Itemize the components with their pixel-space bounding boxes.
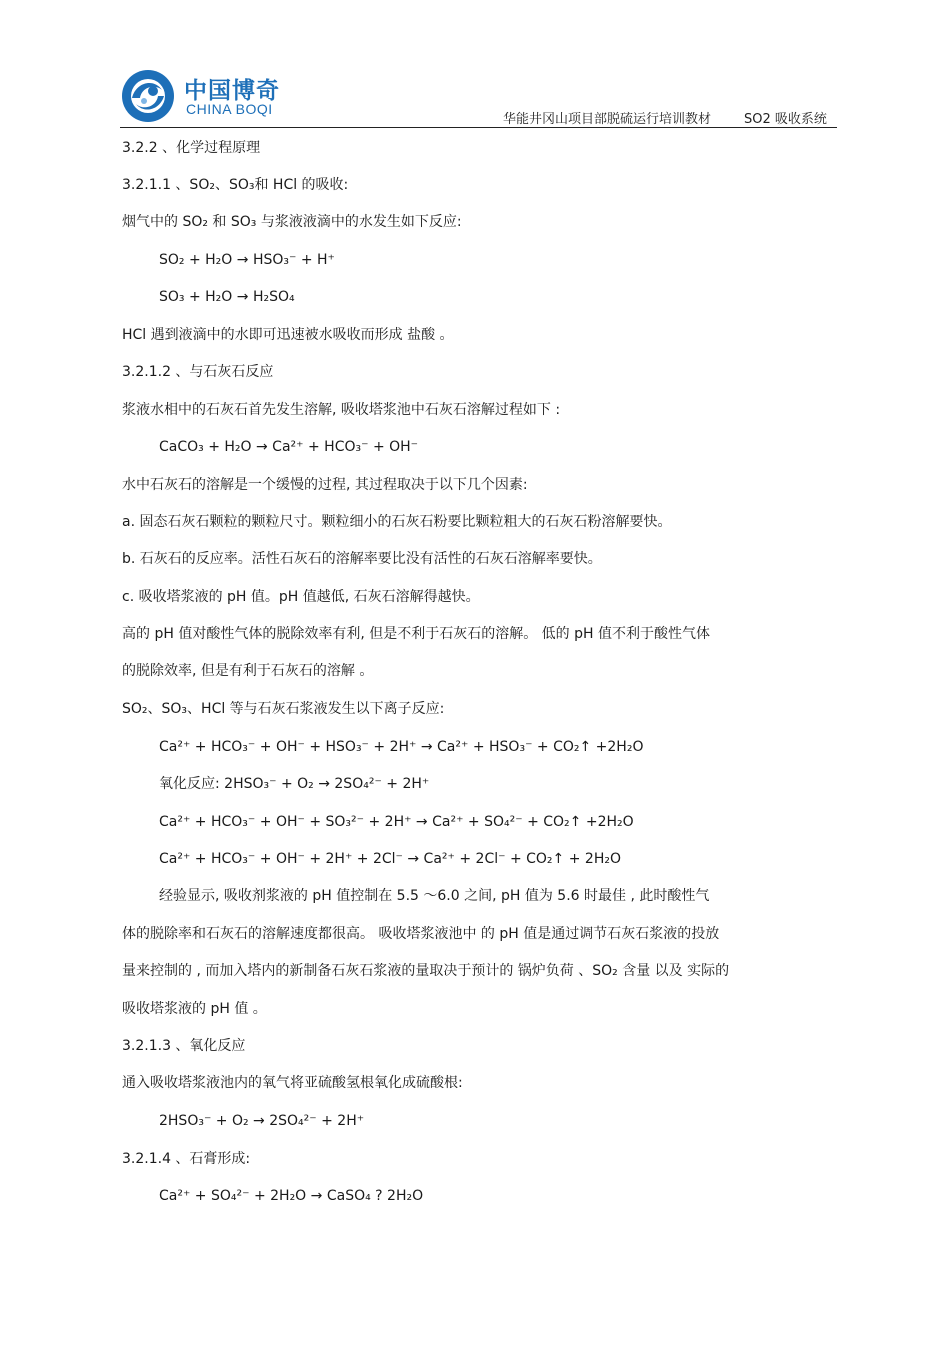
paragraph-text: 的脱除效率, 但是有利于石灰石的溶解 。	[122, 663, 374, 679]
logo-english-name: CHINA BOQI	[186, 101, 273, 117]
heading-3-2-1-2: 3.2.1.2 、与石灰石反应	[122, 364, 274, 380]
paragraph-text: 经验显示, 吸收剂浆液的 pH 值控制在 5.5 ～6.0 之间, pH 值为 5.6 时最佳 , 此时酸性气	[159, 888, 710, 904]
heading-3-2-2: 3.2.2 、化学过程原理	[122, 140, 261, 156]
paragraph-text: 体的脱除率和石灰石的溶解速度都很高。 吸收塔浆液池中 的 pH 值是通过调节石灰石浆液的投放	[122, 926, 720, 942]
paragraph-text: 吸收塔浆液的 pH 值 。	[122, 1001, 267, 1017]
heading-3-2-1-3: 3.2.1.3 、氧化反应	[122, 1038, 246, 1054]
header-divider	[120, 127, 837, 128]
logo-emblem-icon	[120, 68, 178, 124]
equation: CaCO₃ + H₂O → Ca²⁺ + HCO₃⁻ + OH⁻	[159, 439, 419, 455]
heading-3-2-1-1: 3.2.1.1 、SO₂、SO₃和 HCl 的吸收:	[122, 177, 349, 193]
paragraph-text: 水中石灰石的溶解是一个缓慢的过程, 其过程取决于以下几个因素:	[122, 477, 528, 493]
equation: SO₂ + H₂O → HSO₃⁻ + H⁺	[159, 252, 335, 268]
equation: 2HSO₃⁻ + O₂ → 2SO₄²⁻ + 2H⁺	[159, 1113, 365, 1129]
document-title: 华能井冈山项目部脱硫运行培训教材	[503, 112, 712, 127]
paragraph-text: 浆液水相中的石灰石首先发生溶解, 吸收塔浆池中石灰石溶解过程如下 :	[122, 402, 561, 418]
company-logo	[120, 68, 290, 124]
equation: SO₃ + H₂O → H₂SO₄	[159, 289, 295, 305]
paragraph-text: 量来控制的 , 而加入塔内的新制备石灰石浆液的量取决于预计的 锅炉负荷 、SO₂ 含量 以及 实际的	[122, 963, 730, 979]
list-item: c. 吸收塔浆液的 pH 值。pH 值越低, 石灰石溶解得越快。	[122, 589, 480, 605]
section-title: SO2 吸收系统	[744, 112, 827, 127]
paragraph-text: 高的 pH 值对酸性气体的脱除效率有利, 但是不利于石灰石的溶解。 低的 pH 值不利于酸性气体	[122, 626, 710, 642]
equation: Ca²⁺ + SO₄²⁻ + 2H₂O → CaSO₄ ? 2H₂O	[159, 1188, 424, 1204]
equation: Ca²⁺ + HCO₃⁻ + OH⁻ + SO₃²⁻ + 2H⁺ → Ca²⁺ + SO₄²⁻ + CO₂↑ +2H₂O	[159, 814, 634, 830]
paragraph-text: 通入吸收塔浆液池内的氧气将亚硫酸氢根氧化成硫酸根:	[122, 1075, 463, 1091]
paragraph-text: HCl 遇到液滴中的水即可迅速被水吸收而形成 盐酸 。	[122, 327, 454, 343]
list-item: b. 石灰石的反应率。活性石灰石的溶解率要比没有活性的石灰石溶解率要快。	[122, 551, 602, 567]
paragraph-text: 烟气中的 SO₂ 和 SO₃ 与浆液液滴中的水发生如下反应:	[122, 214, 462, 230]
paragraph-text: SO₂、SO₃、HCl 等与石灰石浆液发生以下离子反应:	[122, 701, 445, 717]
equation: Ca²⁺ + HCO₃⁻ + OH⁻ + 2H⁺ + 2Cl⁻ → Ca²⁺ + 2Cl⁻ + CO₂↑ + 2H₂O	[159, 851, 621, 867]
heading-3-2-1-4: 3.2.1.4 、石膏形成:	[122, 1151, 251, 1167]
equation: 氧化反应: 2HSO₃⁻ + O₂ → 2SO₄²⁻ + 2H⁺	[159, 776, 430, 792]
equation: Ca²⁺ + HCO₃⁻ + OH⁻ + HSO₃⁻ + 2H⁺ → Ca²⁺ + HSO₃⁻ + CO₂↑ +2H₂O	[159, 739, 644, 755]
list-item: a. 固态石灰石颗粒的颗粒尺寸。颗粒细小的石灰石粉要比颗粒粗大的石灰石粉溶解要快。	[122, 514, 672, 530]
logo-chinese-name: 中国博奇	[184, 78, 280, 104]
